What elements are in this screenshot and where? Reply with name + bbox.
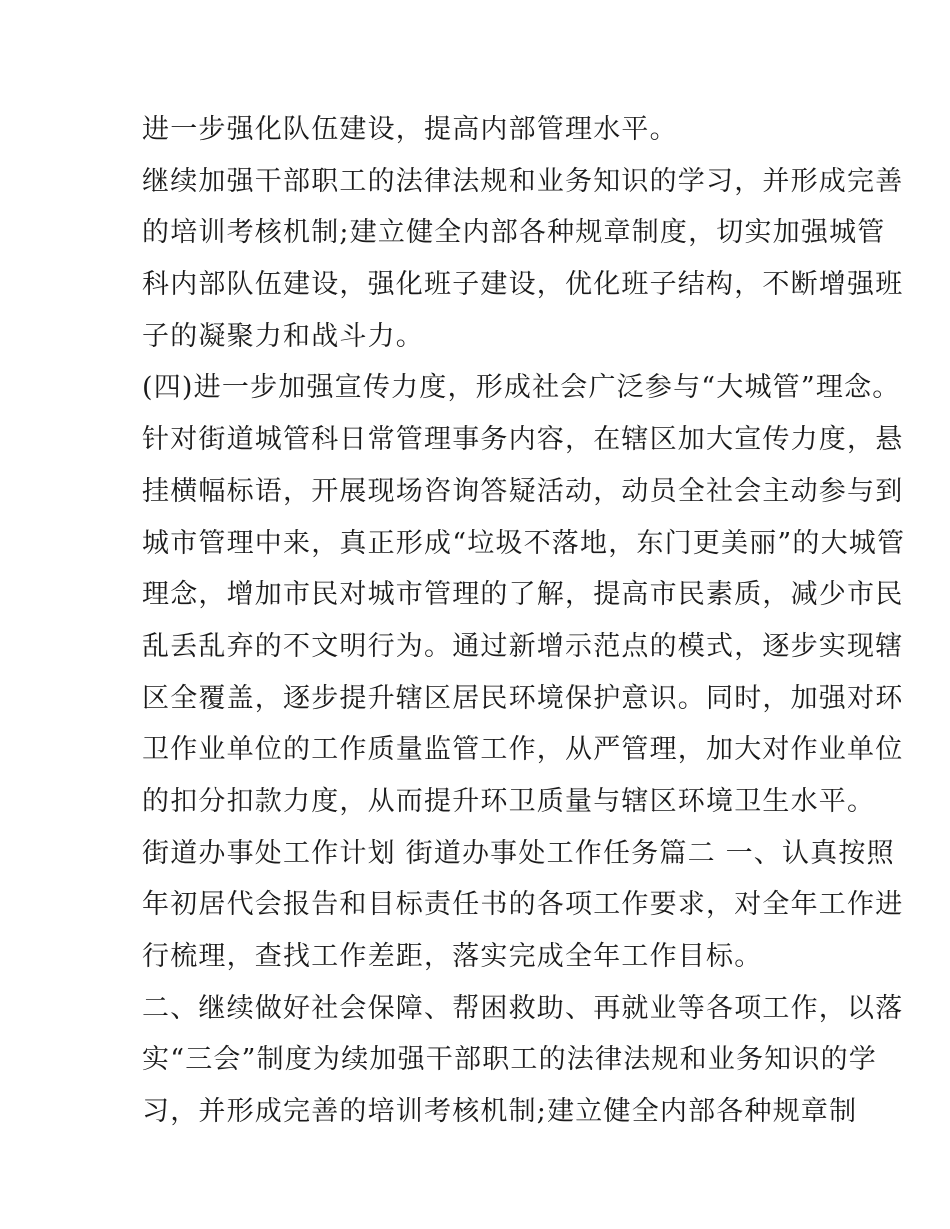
text-line: 子的凝聚力和战斗力。 [142,320,424,352]
text-line: 乱丢乱弃的不文明行为。通过新增示范点的模式，逐步实现辖 [142,630,904,662]
text-line: 年初居代会报告和目标责任书的各项工作要求，对全年工作进 [142,889,904,921]
body-text [142,104,906,1138]
text-line: 区全覆盖，逐步提升辖区居民环境保护意识。同时，加强对环 [142,682,904,714]
text-line: 实“三会”制度为续加强干部职工的法律法规和业务知识的学 [142,1044,878,1076]
text-line: 的扣分扣款力度，从而提升环卫质量与辖区环境卫生水平。 [142,785,876,817]
text-line: 继续加强干部职工的法律法规和业务知识的学习，并形成完善 [142,165,904,197]
text-line: 理念，增加市民对城市管理的了解，提高市民素质，减少市民 [142,579,904,611]
text-line: 的培训考核机制;建立健全内部各种规章制度，切实加强城管 [142,217,886,249]
text-line: 科内部队伍建设，强化班子建设，优化班子结构，不断增强班 [142,269,904,301]
text-line: 挂横幅标语，开展现场咨询答疑活动，动员全社会主动参与到 [142,475,904,507]
text-line: 针对街道城管科日常管理事务内容，在辖区加大宣传力度，悬 [142,424,904,456]
text-line: 二、继续做好社会保障、帮困救助、再就业等各项工作，以落 [142,992,904,1024]
text-line: 进一步强化队伍建设，提高内部管理水平。 [142,114,678,145]
text-line: 卫作业单位的工作质量监管工作，从严管理，加大对作业单位 [142,734,904,766]
text-line: 习，并形成完善的培训考核机制;建立健全内部各种规章制 [142,1096,858,1128]
text-line: 街道办事处工作计划 街道办事处工作任务篇二 一、认真按照 [142,837,895,869]
text-line: 行梳理，查找工作差距，落实完成全年工作目标。 [142,941,763,972]
text-line: (四)进一步加强宣传力度，形成社会广泛参与“大城管”理念。 [142,372,901,404]
text-line: 城市管理中来，真正形成“垃圾不落地，东门更美丽”的大城管 [142,527,906,559]
